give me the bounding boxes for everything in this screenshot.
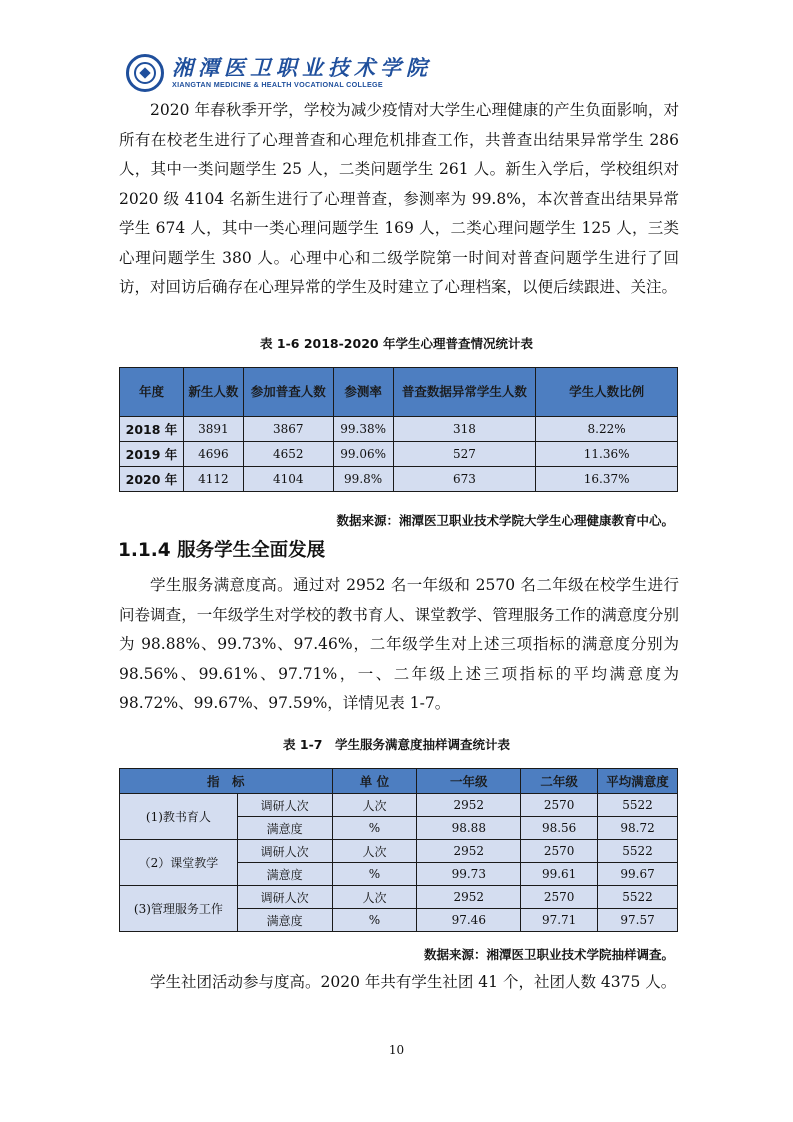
cell: 99.06% [333, 442, 393, 467]
cell: 2570 [521, 794, 598, 817]
cell: 318 [393, 417, 536, 442]
cell: 11.36% [536, 442, 678, 467]
col-header: 新生人数 [183, 368, 243, 417]
cell: 97.46 [417, 909, 521, 932]
cell: 人次 [332, 840, 417, 863]
col-header: 单 位 [332, 769, 417, 794]
cell: 98.72 [598, 817, 678, 840]
cell: 98.88 [417, 817, 521, 840]
cell: 99.8% [333, 467, 393, 492]
table-header-row [120, 769, 678, 794]
cell: 97.57 [598, 909, 678, 932]
col-header: 一年级 [417, 769, 521, 794]
cell: 调研人次 [237, 794, 332, 817]
cell: 99.73 [417, 863, 521, 886]
cell-year: 2020 年 [120, 467, 184, 492]
cell: 调研人次 [237, 840, 332, 863]
cell: 99.67 [598, 863, 678, 886]
col-header: 指 标 [120, 769, 333, 794]
cell: 2952 [417, 794, 521, 817]
cell: 527 [393, 442, 536, 467]
cell: 2570 [521, 886, 598, 909]
cell: 673 [393, 467, 536, 492]
cell: 3867 [243, 417, 333, 442]
cell-year: 2019 年 [120, 442, 184, 467]
table2-source: 数据来源：湘潭医卫职业技术学院抽样调查。 [423, 947, 674, 962]
cell: 人次 [332, 794, 417, 817]
cell-indicator: (1)教书育人 [120, 794, 238, 840]
col-header: 参测率 [333, 368, 393, 417]
cell: 调研人次 [237, 886, 332, 909]
page-header [126, 52, 432, 94]
satisfaction-table [119, 768, 678, 932]
cell: 99.61 [521, 863, 598, 886]
section-title: 1.1.4 服务学生全面发展 [118, 540, 326, 561]
cell-indicator: （2）课堂教学 [120, 840, 238, 886]
cell-indicator: (3)管理服务工作 [120, 886, 238, 932]
cell: 3891 [183, 417, 243, 442]
cell: 4104 [243, 467, 333, 492]
cell: 5522 [598, 886, 678, 909]
col-header: 平均满意度 [598, 769, 678, 794]
cell: % [332, 817, 417, 840]
paragraph-psych-survey: 2020 年春秋季开学，学校为减少疫情对大学生心理健康的产生负面影响，对所有在校老生进行了心理普查和心理危机排查工作，共普查出结果异常学生 286 人，其中一类问题学生 25 人，二类问题学生 261 人。新生入学后，学校组织对 2020 级 4104 名新生进行了心理普查，参测率为 99.8%，本次普查出结果异常学生 674 人，其中一类心理问题学生 169 人，二类心理问题学生 125 人，三类心理问题学生 380 人。心理中心和二级学院第一时间对普查问题学生进行了回访，对回访后确存在心理异常的学生及时建立了心理档案，以便后续跟进、关注。 [119, 101, 679, 296]
psych-survey-table [119, 367, 678, 492]
col-header: 普查数据异常学生人数 [393, 368, 536, 417]
col-header: 参加普查人数 [243, 368, 333, 417]
cell: 8.22% [536, 417, 678, 442]
cell: 4696 [183, 442, 243, 467]
cell-year: 2018 年 [120, 417, 184, 442]
table2-caption: 表 1-7 学生服务满意度抽样调查统计表 [283, 737, 510, 752]
col-header: 年度 [120, 368, 184, 417]
cell: 满意度 [237, 817, 332, 840]
cell: 97.71 [521, 909, 598, 932]
cell: 4652 [243, 442, 333, 467]
table-row [120, 886, 678, 909]
cell: 5522 [598, 794, 678, 817]
cell: % [332, 863, 417, 886]
cell: 16.37% [536, 467, 678, 492]
paragraph-clubs: 学生社团活动参与度高。2020 年共有学生社团 41 个，社团人数 4375 人。 [150, 973, 677, 991]
school-brand [172, 56, 432, 90]
table-row [120, 442, 678, 467]
cell: 2952 [417, 886, 521, 909]
cell: 5522 [598, 840, 678, 863]
page-number: 10 [388, 1043, 405, 1057]
table1-caption: 表 1-6 2018-2020 年学生心理普查情况统计表 [260, 336, 533, 351]
col-header: 二年级 [521, 769, 598, 794]
table-row [120, 467, 678, 492]
cell: 满意度 [237, 909, 332, 932]
school-name-en: XIANGTAN MEDICINE & HEALTH VOCATIONAL COLLEGE [172, 80, 384, 89]
col-header: 学生人数比例 [536, 368, 678, 417]
cell: 人次 [332, 886, 417, 909]
table-row [120, 840, 678, 863]
cell: 2952 [417, 840, 521, 863]
cell: 满意度 [237, 863, 332, 886]
cell: 2570 [521, 840, 598, 863]
paragraph-satisfaction: 学生服务满意度高。通过对 2952 名一年级和 2570 名二年级在校学生进行问卷调查，一年级学生对学校的教书育人、课堂教学、管理服务工作的满意度分别为 98.88%、99.73%、97.46%，二年级学生对上述三项指标的满意度分别为 98.56%、99.61%、97.71%，一、二年级上述三项指标的平均满意度为 98.72%、99.67%、97.59%，详情见表 1-7。 [119, 576, 679, 712]
table-row [120, 417, 678, 442]
table-row [120, 794, 678, 817]
cell: 4112 [183, 467, 243, 492]
table1-source: 数据来源：湘潭医卫职业技术学院大学生心理健康教育中心。 [336, 513, 674, 528]
cell: 99.38% [333, 417, 393, 442]
school-seal-icon [126, 54, 164, 92]
table-header-row [120, 368, 678, 417]
cell: % [332, 909, 417, 932]
cell: 98.56 [521, 817, 598, 840]
school-name-cn: 湘潭医卫职业技术学院 [172, 55, 432, 80]
